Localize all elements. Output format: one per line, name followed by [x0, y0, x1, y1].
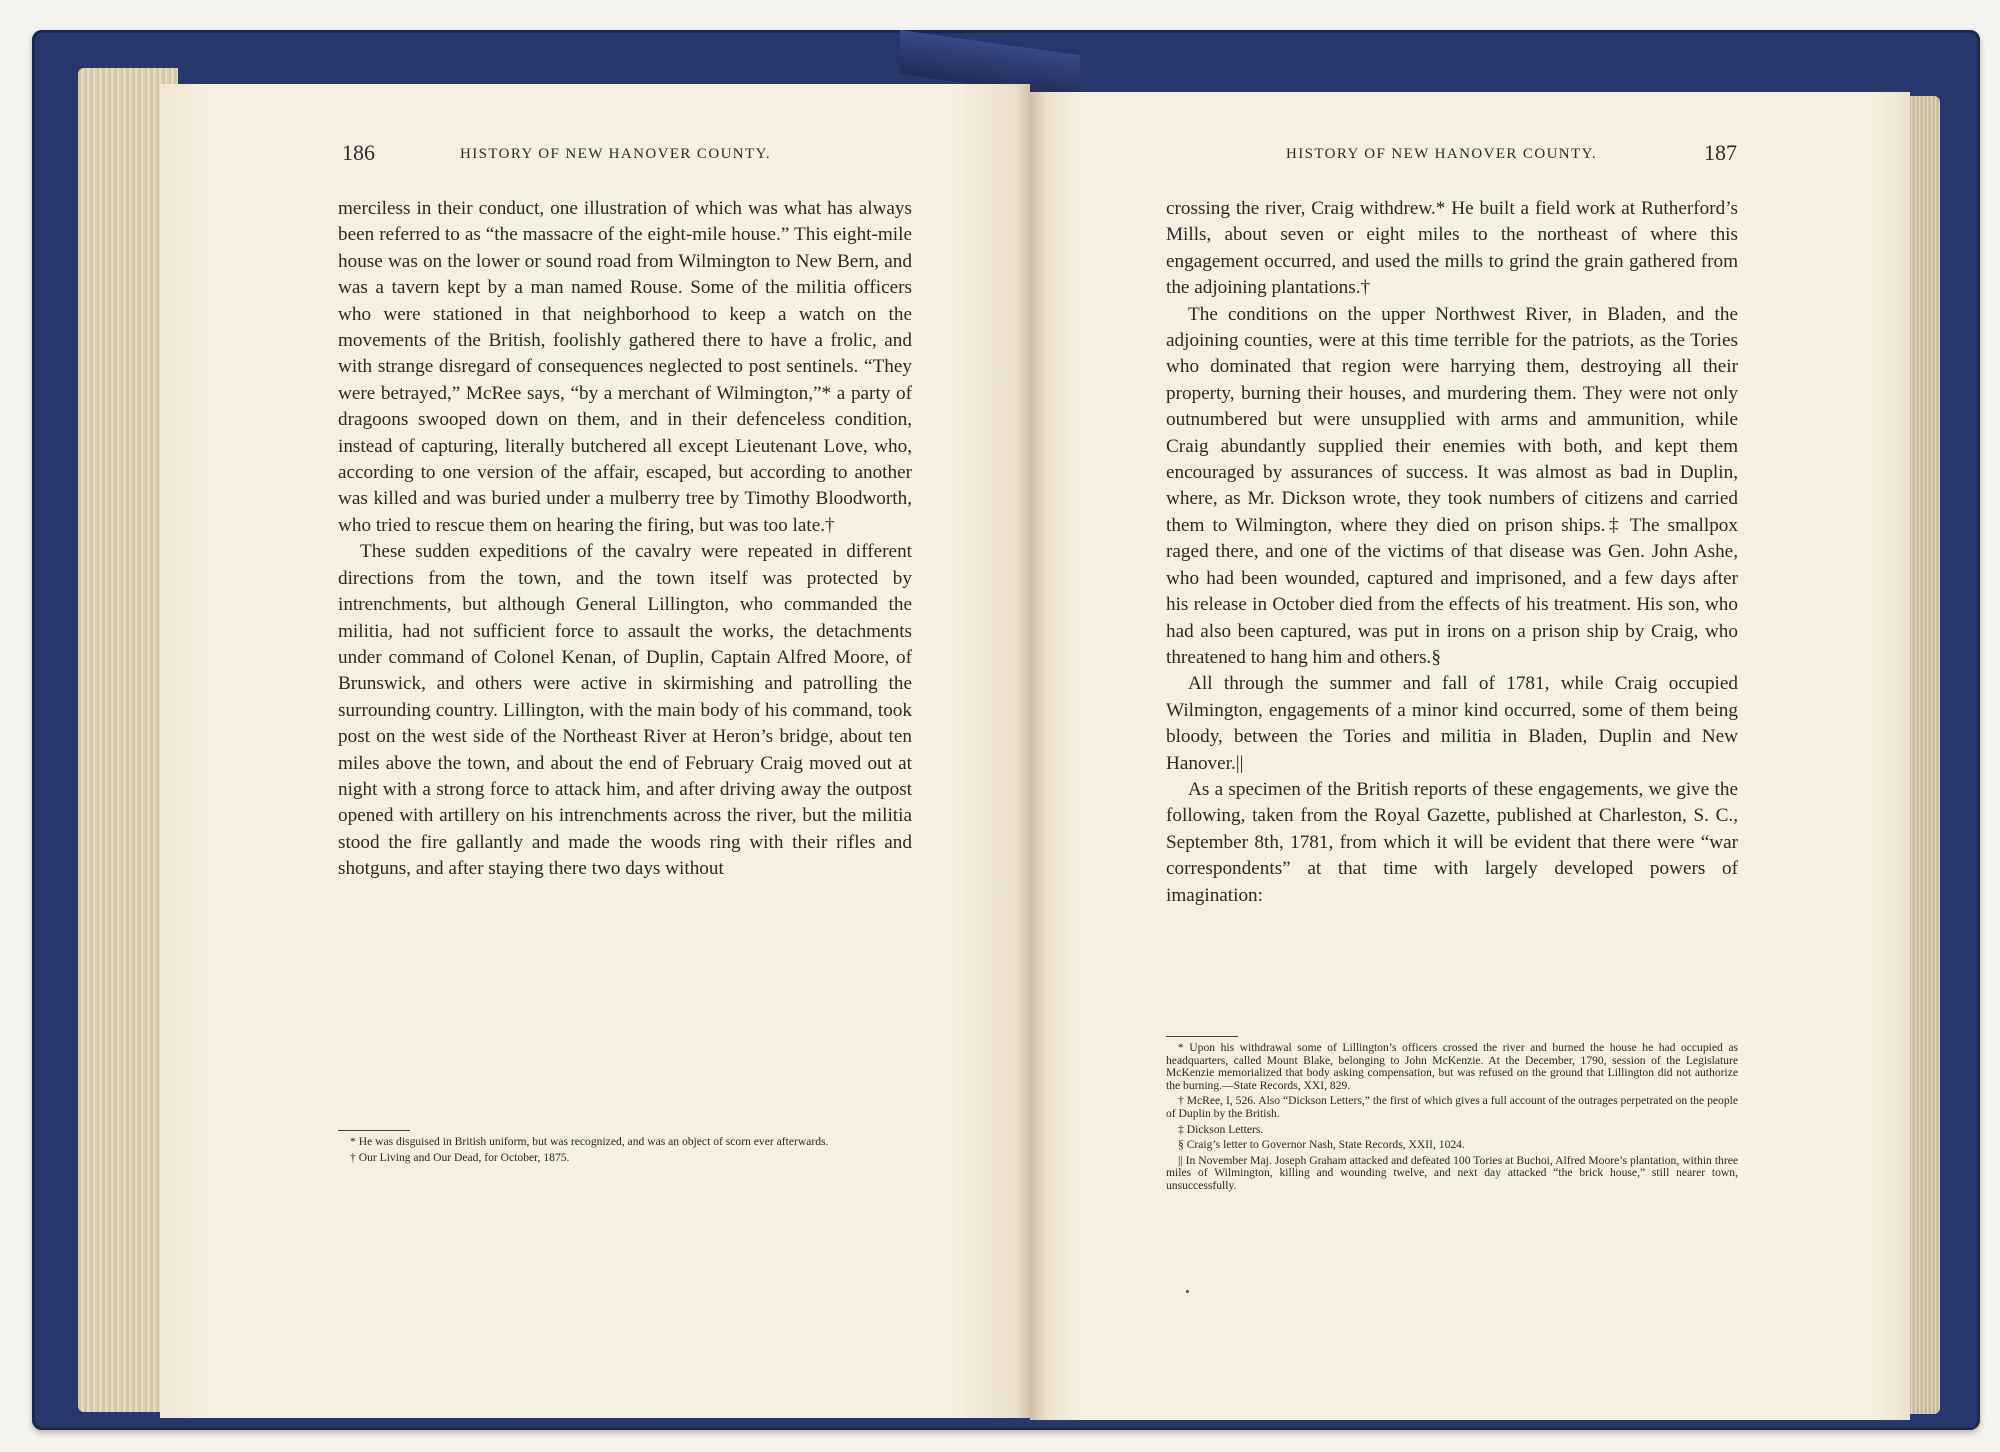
footnote-rule	[1166, 1036, 1238, 1037]
footnote: † Our Living and Our Dead, for October, 1875.	[350, 1150, 570, 1164]
paragraph: As a specimen of the British reports of these engagements, we give the following, taken from the Royal Gazette, published at Charleston, S. C., September 8th, 1781, from which it will be evident that there were “war correspondents” at that time with largely developed powers of imagination:	[1166, 778, 1738, 906]
paragraph: All through the summer and fall of 1781, while Craig occupied Wilmington, engagements of a minor kind occurred, some of them being bloody, between the Tories and militia in Bladen, Duplin and New Hanover.||	[1166, 673, 1738, 774]
footnote: † McRee, I, 526. Also “Dickson Letters,” the first of which gives a full account of the outrages perpetrated on the people of Duplin by the British.	[1166, 1094, 1738, 1120]
left-running-head: HISTORY OF NEW HANOVER COUNTY.	[460, 146, 772, 162]
left-page-number: 186	[342, 140, 375, 165]
left-body-text	[338, 196, 912, 883]
paragraph: These sudden expeditions of the cavalry were repeated in different directions from the town, and the town itself was protected by intrenchments, but although General Lillington, who commanded the militia, had not sufficient force to assault the works, the detachments under command of Colonel Kenan, of Duplin, Captain Alfred Moore, of Brunswick, and others were active in skirmishing and patrolling the surrounding country. Lillington, with the main body of his command, took post on the west side of the Northeast River at Heron’s bridge, about ten miles above the town, and about the end of February Craig moved out at night with a strong force to attack him, and after driving away the outpost opened with artillery on his intrenchments across the river, but the militia stood the fire gallantly and made the woods ring with their rifles and shotguns, and after staying there two days without	[338, 541, 912, 880]
footnote: * He was disguised in British uniform, but was recognized, and was an object of scorn ever afterwards.	[350, 1135, 829, 1148]
right-page-number: 187	[1704, 140, 1737, 165]
paragraph: crossing the river, Craig withdrew.* He built a field work at Rutherford’s Mills, about seven or eight miles to the northeast of where this engagement occurred, and used the mills to grind the grain gathered from the adjoining plantations.†	[1166, 198, 1738, 299]
right-running-head: HISTORY OF NEW HANOVER COUNTY.	[1286, 146, 1598, 162]
footnote: § Craig’s letter to Governor Nash, State Records, XXII, 1024.	[1178, 1138, 1465, 1152]
book-gutter	[1016, 84, 1046, 1420]
right-body-text	[1166, 196, 1738, 909]
right-footnotes	[1166, 1042, 1738, 1196]
paragraph: The conditions on the upper Northwest River, in Bladen, and the adjoining counties, were at this time terrible for the patriots, as the Tories who dominated that region were harrying them, destroying all their property, burning their houses, and murdering them. They were not only outnumbered but were unsupplied with arms and ammunition, while Craig abundantly supplied their enemies with both, and kept them encouraged by assurances of success. It was almost as bad in Duplin, where, as Mr. Dickson wrote, they took numbers of citizens and carried them to Wilmington, where they died on prison ships.‡ The smallpox raged there, and one of the victims of that disease was Gen. John Ashe, who had been wounded, captured and imprisoned, and a few days after his release in October died from the effects of his treatment. His son, who had also been captured, was put in irons on a prison ship by Craig, who threatened to hang him and others.§	[1166, 303, 1738, 668]
footnote: ‡ Dickson Letters.	[1178, 1122, 1264, 1136]
paragraph: merciless in their conduct, one illustration of which was what has always been referred to as “the massacre of the eight-mile house.” This eight-mile house was on the lower or sound road from Wilmington to New Bern, and was a tavern kept by a man named Rouse. Some of the militia officers who were stationed in that neighborhood to keep a watch on the movements of the British, foolishly gathered there to have a frolic, and with strange disregard of consequences neglected to post sentinels. “They were betrayed,” McRee says, “by a merchant of Wilmington,”* a party of dragoons swooped down on them, and in their defenceless condition, instead of capturing, literally butchered all except Lieutenant Love, who, according to one version of the affair, escaped, but according to another was killed and was buried under a mulberry tree by Timothy Bloodworth, who tried to rescue them on hearing the firing, but was too late.†	[338, 198, 912, 536]
footnote-rule	[338, 1130, 410, 1131]
paper-speck	[1186, 1290, 1189, 1293]
footnote: || In November Maj. Joseph Graham attacked and defeated 100 Tories at Buchoi, Alfred Moore’s plantation, within three miles of Wilmington, killing and wounding twelve, and next day attacked “the brick house,” still nearer town, unsuccessfully.	[1166, 1153, 1738, 1192]
left-footnotes	[338, 1136, 912, 1167]
footnote: * Upon his withdrawal some of Lillington’s officers crossed the river and burned the house he had occupied as headquarters, called Mount Blake, belonging to John McKenzie. At the December, 1790, session of the Legislature McKenzie memorialized that body asking compensation, but was refused on the ground that Lillington did not authorize the burning.—State Records, XXI, 829.	[1166, 1041, 1738, 1092]
